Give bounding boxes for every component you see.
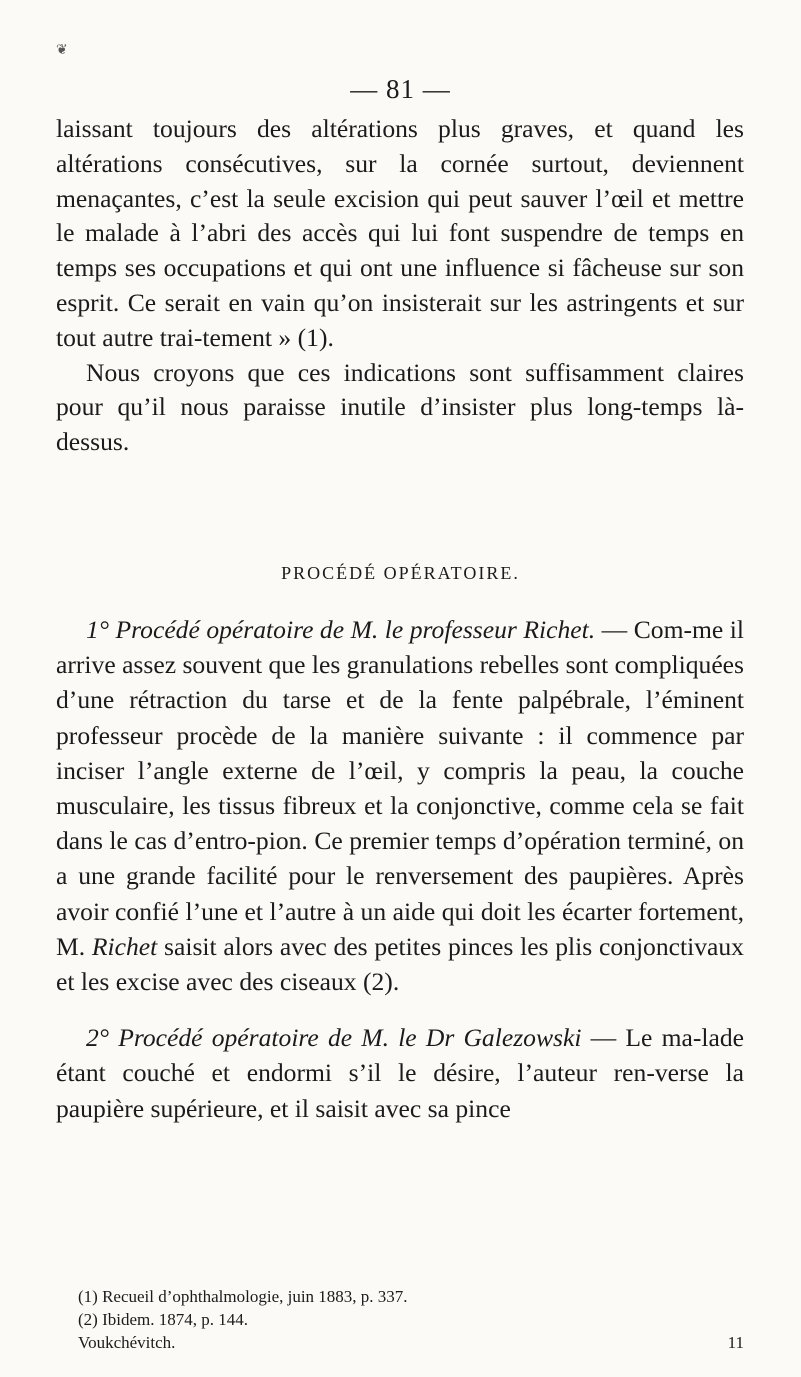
body-text-procedures <box>56 612 744 1147</box>
procedure-1-text-end: saisit alors avec des petites pinces les plis conjonctivaux et les excise avec des ciseaux (2). <box>56 931 744 997</box>
second-paragraph: Nous croyons que ces indications sont suffisamment claires pour qu’il nous paraisse inutile d’insister plus long-temps là-dessus. <box>56 357 744 457</box>
procedure-1-name: Richet <box>91 931 158 961</box>
procedure-1-text: — Com-me il arrive assez souvent que les granulations rebelles sont compliquées d’une rétraction du tarse et de la fente palpébrale, l’éminent professeur procède de la manière suivante : il commence par inciser l’angle externe de l’œil, y compris la peau, la couche musculaire, les tissus fibreux et la conjonctive, comme cela se fait dans le cas d’entro-pion. Ce premier temps d’opération terminé, on a une grande facilité pour le renversement des paupières. Après avoir confié l’une et l’autre à un aide qui doit les écarter fortement, M. <box>56 615 745 961</box>
procedure-2-paragraph <box>56 1020 744 1126</box>
procedure-2-heading: 2° Procédé opératoire de M. le Dr Galezowski <box>86 1023 582 1053</box>
footnote-2: (2) Ibidem. 1874, p. 144. <box>78 1310 248 1329</box>
sheet-number: 11 <box>727 1333 744 1352</box>
intro-paragraph: laissant toujours des altérations plus graves, et quand les altérations consécutives, sur la cornée surtout, deviennent menaçantes, c’est la seule excision qui peut sauver l’œil et mettre le malade à l’abri des accès qui lui font suspendre de temps en temps ses occupations et qui ont une influence si fâcheuse sur son esprit. Ce serait en vain qu’on insisterait sur les astringents et sur tout autre trai-tement » (1). <box>56 114 744 352</box>
procedure-1-paragraph <box>56 612 744 999</box>
procedure-1-heading: 1° Procédé opératoire de M. le professeur Richet. <box>86 615 596 644</box>
procedure-2-text: — Le ma-lade étant couché et endormi s’il le désire, l’auteur ren-verse la paupière supérieure, et il saisit avec sa pince <box>56 1023 744 1123</box>
section-title: PROCÉDÉ OPÉRATOIRE. <box>281 563 520 583</box>
page-mark: ❦ <box>56 43 68 58</box>
page-number: — 81 — <box>350 74 451 104</box>
footer-line <box>78 1331 744 1354</box>
footnote-1: (1) Recueil d’ophthalmologie, juin 1883, p. 337. <box>78 1287 408 1306</box>
signature: Voukchévitch. <box>78 1333 176 1352</box>
footnotes <box>78 1285 744 1354</box>
body-text-top <box>56 112 744 460</box>
